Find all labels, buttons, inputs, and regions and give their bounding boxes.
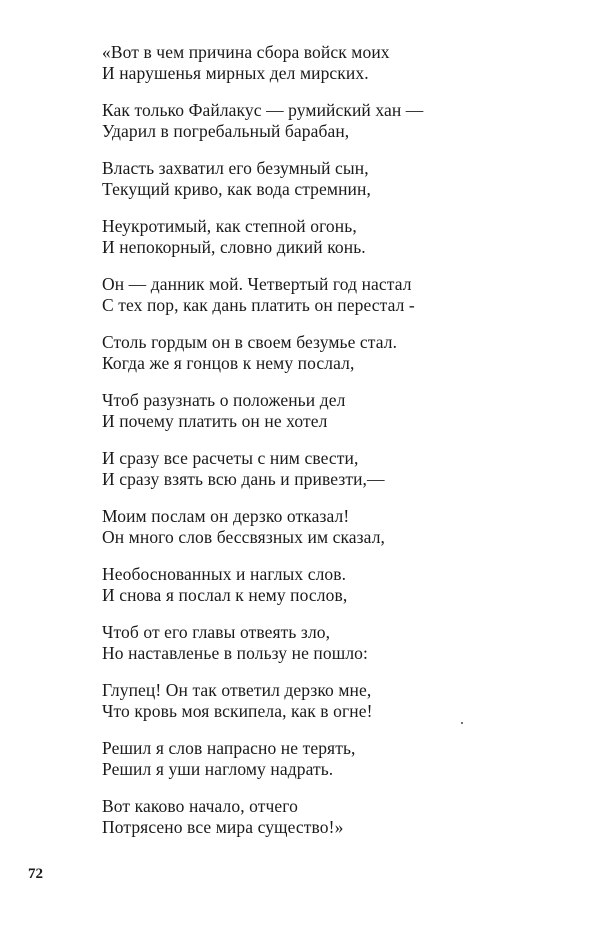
poem-line: И непокорный, словно дикий конь. bbox=[102, 237, 366, 257]
stanza bbox=[102, 274, 572, 332]
poem-line: И сразу взять всю дань и привезти,— bbox=[102, 469, 385, 489]
stanza bbox=[102, 216, 572, 274]
poem-line: Решил я уши наглому надрать. bbox=[102, 759, 334, 779]
poem-line: Необоснованных и наглых слов. bbox=[102, 564, 347, 584]
stanza bbox=[102, 332, 572, 390]
poem-line: Моим послам он дерзко отказал! bbox=[102, 506, 350, 526]
poem-line: Чтоб разузнать о положеньи дел bbox=[102, 390, 346, 410]
poem-line: Что кровь моя вскипела, как в огне! bbox=[102, 701, 373, 721]
poem-line: Столь гордым он в своем безумье стал. bbox=[102, 332, 398, 352]
stanza bbox=[102, 448, 572, 506]
poem-line: Решил я слов напрасно не терять, bbox=[102, 738, 356, 758]
stanza bbox=[102, 100, 572, 158]
poem-line: С тех пор, как дань платить он перестал - bbox=[102, 295, 415, 315]
poem-line: Власть захватил его безумный сын, bbox=[102, 158, 369, 178]
stanza bbox=[102, 390, 572, 448]
poem-line: Когда же я гонцов к нему послал, bbox=[102, 353, 355, 373]
poem-line: Потрясено все мира существо!» bbox=[102, 817, 344, 837]
poem-line: Текущий криво, как вода стремнин, bbox=[102, 179, 371, 199]
poem-line: Чтоб от его главы отвеять зло, bbox=[102, 622, 331, 642]
poem-line: И снова я послал к нему послов, bbox=[102, 585, 348, 605]
poem-line: И сразу все расчеты с ним свести, bbox=[102, 448, 359, 468]
poem-line: Вот каково начало, отчего bbox=[102, 796, 298, 816]
poem-line: «Вот в чем причина сбора войск моих bbox=[102, 42, 390, 62]
poem-line: Неукротимый, как степной огонь, bbox=[102, 216, 357, 236]
poem-line: Но наставленье в пользу не пошло: bbox=[102, 643, 368, 663]
stanza bbox=[102, 564, 572, 622]
poem-line: Он много слов бессвязных им сказал, bbox=[102, 527, 386, 547]
page-number: 72 bbox=[28, 866, 43, 882]
poem-body bbox=[102, 42, 572, 854]
stanza bbox=[102, 158, 572, 216]
poem-line: И нарушенья мирных дел мирских. bbox=[102, 63, 369, 83]
print-speck bbox=[461, 722, 463, 724]
stanza bbox=[102, 680, 572, 738]
stanza bbox=[102, 42, 572, 100]
stanza bbox=[102, 506, 572, 564]
poem-line: Он — данник мой. Четвертый год настал bbox=[102, 274, 412, 294]
stanza bbox=[102, 738, 572, 796]
stanza bbox=[102, 622, 572, 680]
poem-line: Как только Файлакус — румийский хан — bbox=[102, 100, 424, 120]
poem-line: И почему платить он не хотел bbox=[102, 411, 328, 431]
poem-line: Глупец! Он так ответил дерзко мне, bbox=[102, 680, 372, 700]
poem-line: Ударил в погребальный барабан, bbox=[102, 121, 350, 141]
stanza bbox=[102, 796, 572, 854]
